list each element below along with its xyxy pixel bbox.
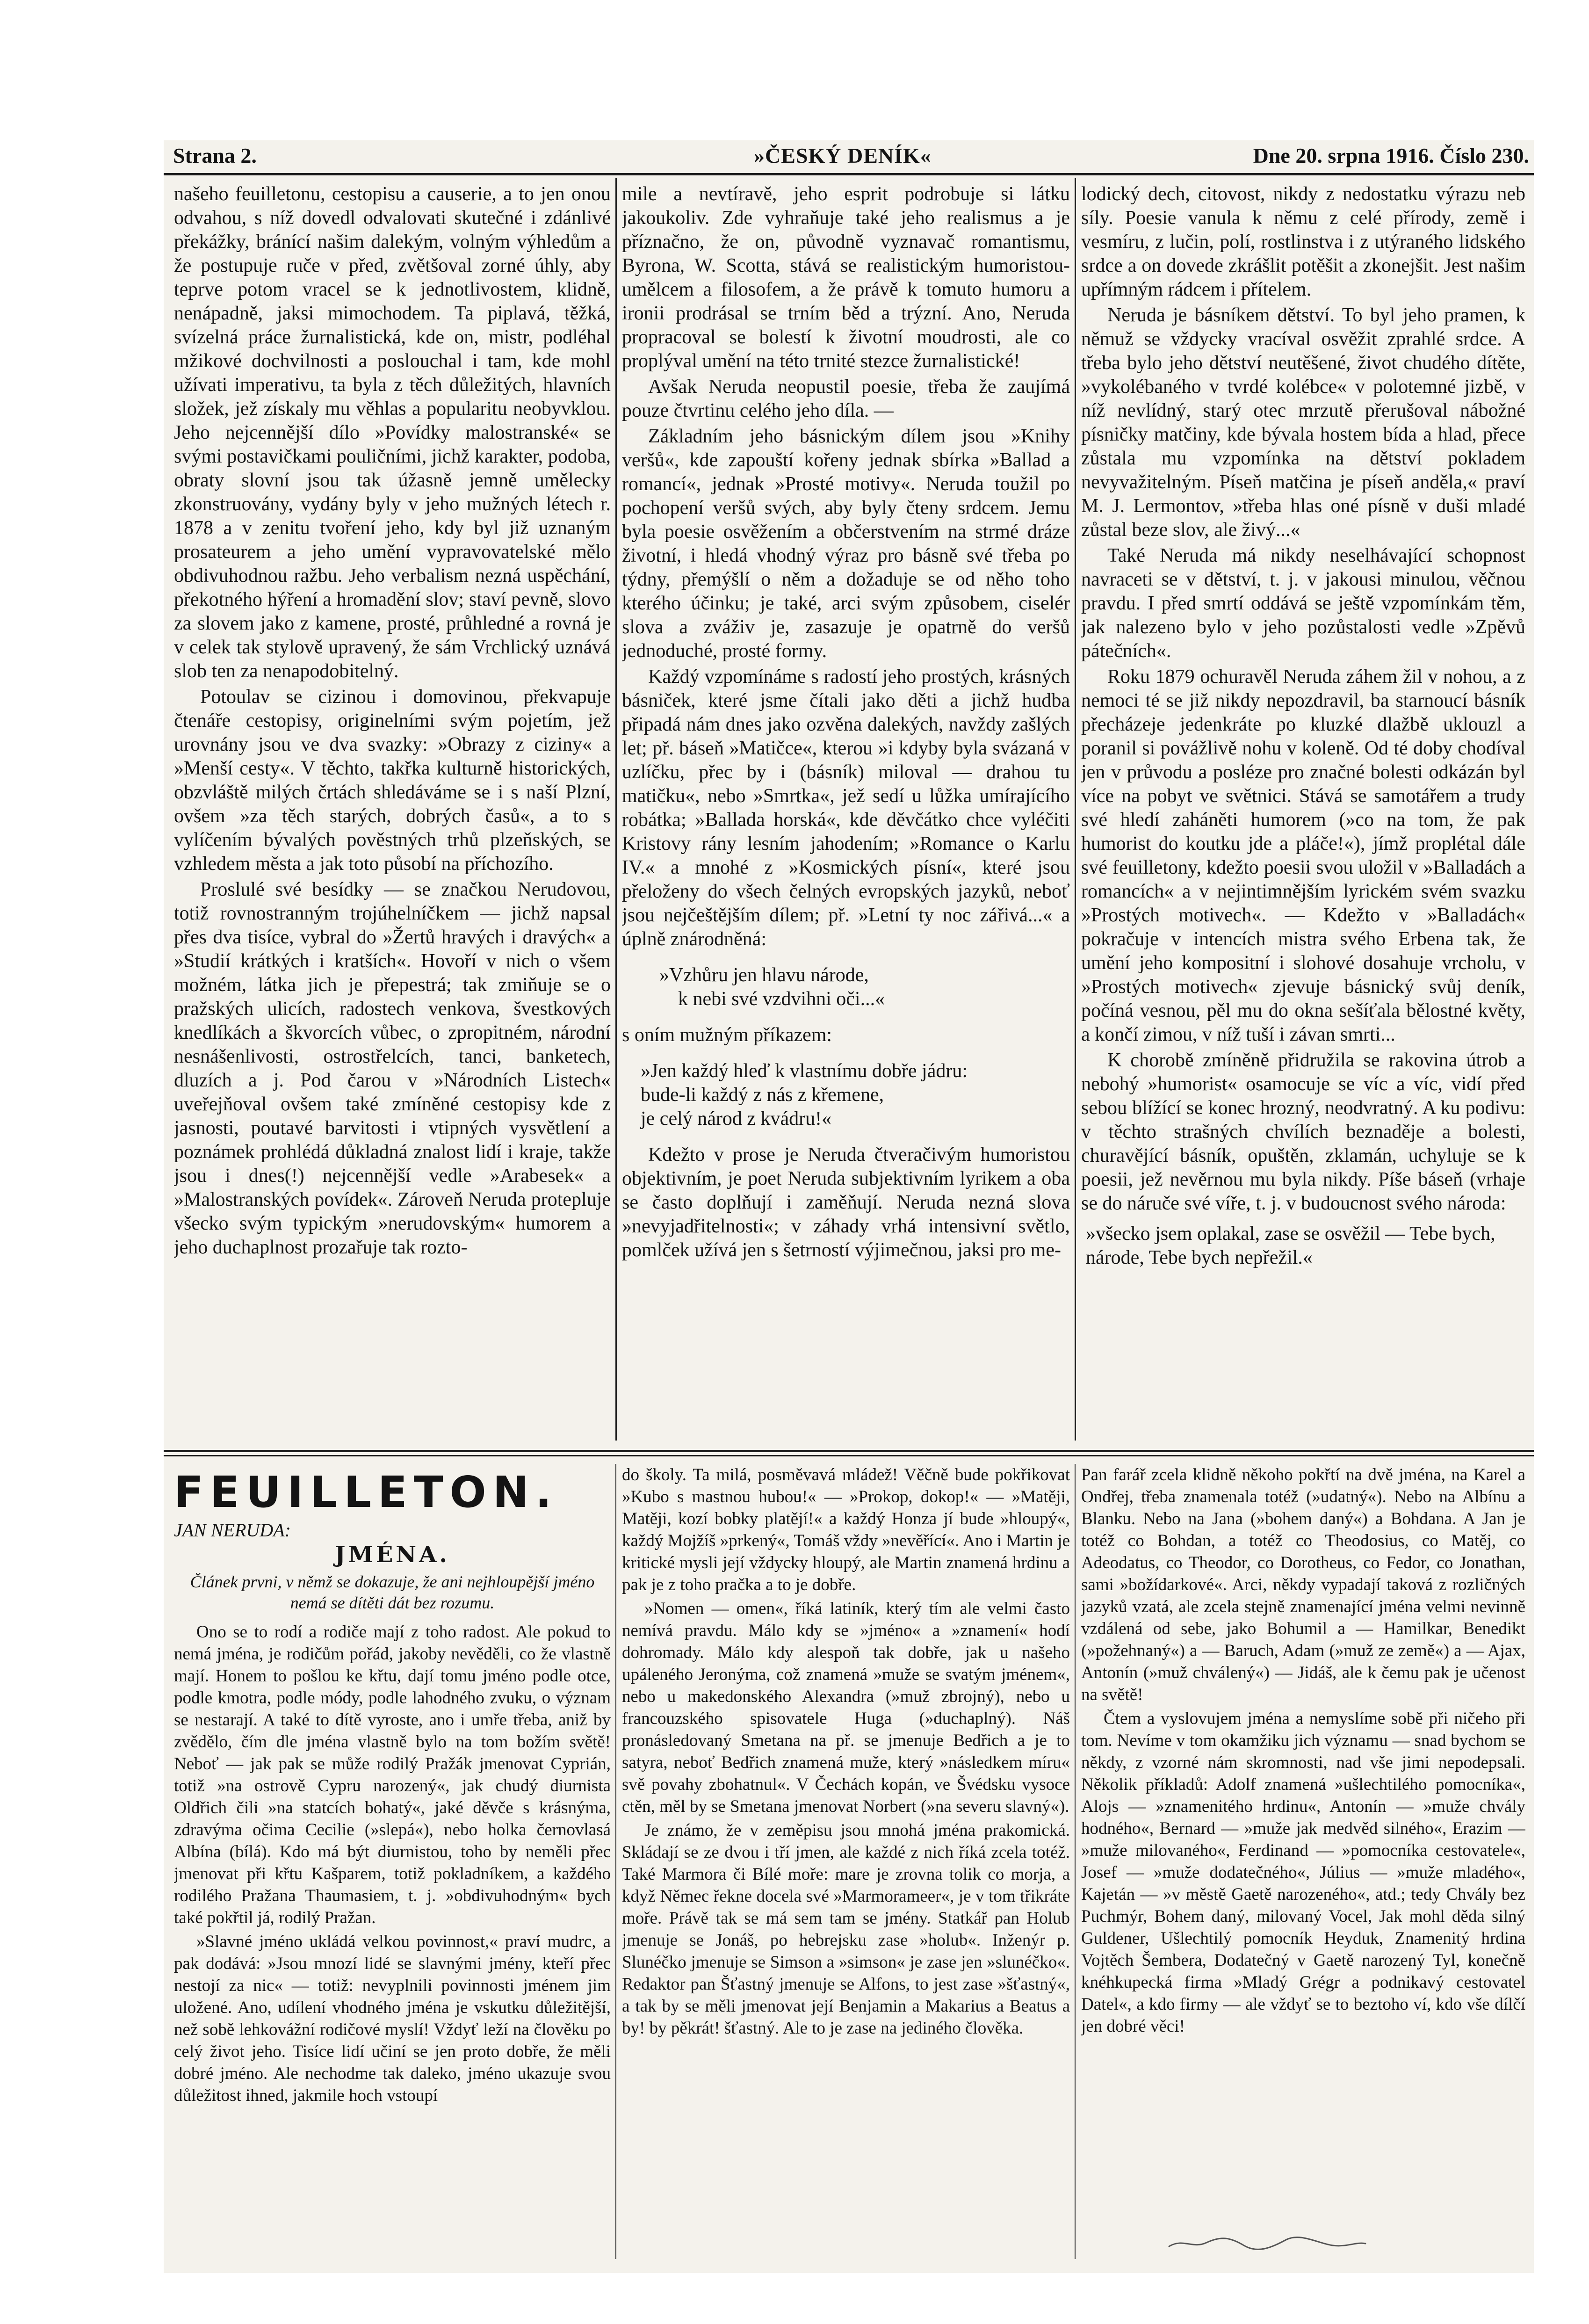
paragraph: Čtem a vyslovujem jména a nemyslíme sobě při ničeho při tom. Nevíme v tom okamžiku jich významu — snad bychom se někdy, z vzorné nám skromnosti, nad vše jimi nepodepsali. Několik příkladů: Adolf znamená »ušlechtilého pomocníka«, Alojs — »znamenitého hrdinu«, Antonín — »muže chvály hodného«, Bernard — »muže jak medvěd silného«, Erazim — »muže milovaného«, Ferdinand — »pomocníka cestovatele«, Josef — »muže dodatečného«, Július — »muže mladého«, Kajetán — »v městě Gaetě narozeného«, atd.; tedy Chvály bez Puchmýr, Bohem daný, milovaný Vocel, Jak mohl děda silný Guldener, Ušlechtilý pomocník Heyduk, Znamenitý hrdina Vojtěch Šembera, Dodatečný v Gaetě narozený Tyl, konečně knéhkupecká firma »Mladý Grégr a podnikavý cestovatel Datel«, a kdo firmy — ale vždyť se to beztoho ví, kdo vše dílčí jen dobré věci! bbox=[1081, 1709, 1525, 2036]
paragraph: do školy. Ta milá, posměvavá mládež! Věčně bude pokřikovat »Kubo s mastnou hubou!« — »Prokop, dokop!« — »Matěji, Matěji, kozí bobky platějí!« a každý Honza jí bude »hloupý«, každý Mojžíš »prkený«, Tomáš vždy »nevěřící«. Ano i Martin je kritické mysli její vždycky hloupý, ale Martin znamená hrdinu a pak je z toho pračka a to je dobře. bbox=[622, 1465, 1070, 1594]
paragraph: Neruda je básníkem dětství. To byl jeho pramen, k němuž se vždycky vracíval osvěžit zprahlé srdce. A třeba bylo jeho dětství neutěšené, život chudého dítěte, »vykolébaného v tvrdé kolébce« v polotemné jizbě, v níž nevlídný, starý otec mrzutě přerušoval nábožné písničky matčiny, kde bývala hostem bída a hlad, přece zůstala mu vzpomínka na dětství pokladem nevyvažitelným. Píseň matčina je píseň anděla,« praví M. J. Lermontov, »třeba hlas oné písně v duši mladé zůstal beze slov, ale živý...« bbox=[1081, 304, 1525, 541]
paragraph: Kdežto v prose je Neruda čtveračivým humoristou objektivním, je poet Neruda subjektivním lyrikem a oba se často doplňují i zaměňují. Neruda nezná slova »nevyjadřitelnosti«; v záhady vrhá intensivní světlo, pomlček užívá jen s šetrností výjimečnou, jaksi pro me- bbox=[622, 1144, 1070, 1261]
verse-line: k nebi své vzdvihni oči...« bbox=[678, 988, 885, 1010]
verse-line: je celý národ z kvádru!« bbox=[641, 1108, 832, 1129]
feuilleton-separator bbox=[164, 1450, 1534, 1456]
paragraph: Základním jeho básnickým dílem jsou »Knihy veršů«, kde zapouští kořeny jednak sbírka »Ballad a romancí«, jednak »Prosté motivy«. Neruda toužil po pochopení veršů svých, aby byly čteny srdcem. Jemu byla poesie osvěžením a občerstvením na strmé dráze životní, i hledá vhodný výraz pro básně své třeba po týdny, přemýšlí o něm a dožaduje se od něho toho kterého účinku; je také, arci svým způsobem, ciselér slova a zváživ je, zasazuje je opatrně do veršů jednoduché, prosté formy. bbox=[622, 426, 1070, 662]
column-rule bbox=[1075, 1464, 1076, 2259]
paragraph: Každý vzpomínáme s radostí jeho prostých, krásných básniček, které jsme čítali jako děti a jichž hudba připadá nám dnes jako ozvěna dalekých, navždy zašlých let; př. báseň »Matičce«, kterou »i kdyby byla svázaná v uzlíčku, přec by i (básník) miloval — drahou tu matičku«, nebo »Smrtka«, jež sedí u lůžka umírajícího robátka; »Ballada horská«, kde děvčátko chce vyléčiti Kristovy rány lesním jahodením; »Romance o Karlu IV.« a mnohé z »Kosmických písní«, které jsou přeloženy do všech čelných evropských jazyků, neboť jsou nejčeštějším dílem; př. »Letní ty noc zářivá...« a úplně znárodněná: bbox=[622, 666, 1070, 950]
paragraph: Také Neruda má nikdy neselhávající schopnost navraceti se v dětství, t. j. v jakousi minulou, věčnou pravdu. I před smrtí oddává se ještě vzpomínkám těm, jak nalezeno bylo v jeho pozůstalosti vedle »Zpěvů pátečních«. bbox=[1081, 545, 1525, 662]
verse-quote bbox=[659, 963, 1070, 1011]
feuilleton-column-2 bbox=[622, 1464, 1070, 2259]
paragraph: K chorobě zmíněně přidružila se rakovina útrob a nebohý »humorist« osamocuje se víc a víc, vidí před sebou blížící se konec hrozný, neodvratný. A ku podivu: v těchto strašných chvílích beznaděje a bolesti, churavějící básník, opuštěn, zklamán, uchyluje se k poesii, jež nevěrnou mu byla nikdy. Píše báseň (vrhaje se do náruče své víře, t. j. v budoucnost svého národa: bbox=[1081, 1050, 1525, 1214]
verse-line: »Jen každý hleď k vlastnímu dobře jádru: bbox=[641, 1060, 968, 1082]
column-rule bbox=[615, 1464, 616, 2259]
handwritten-signature bbox=[1164, 2233, 1370, 2252]
page-number: Strana 2. bbox=[173, 144, 257, 167]
verse-quote: »všecko jsem oplakal, zase se osvěžil — Tebe bych, národe, Tebe bych nepřežil.« bbox=[1086, 1223, 1495, 1268]
newspaper-title: »ČESKÝ DENÍK« bbox=[754, 144, 932, 167]
article-column-1 bbox=[174, 182, 611, 1441]
paragraph: našeho feuilletonu, cestopisu a causerie, a to jen onou odvahou, s níž dovedl odvalovati skutečné i zdánlivé překážky, bránící našim dalekým, volným výhledům a že postupuje ruče v před, zvětšoval zorné úhly, aby teprve potom vracel se k jednotlivostem, klidně, nenápadně, jaksi mimochodem. Ta piplavá, těžká, svízelná práce žurnalistická, kde on, mistr, podléhal mžikové dochvilnosti a poslouchal i tam, kde mohl užívati imperativu, ta byla z těch důležitých, hlavních složek, jež získaly mu věhlas a popularitu neobyvklou. Jeho nejcennější dílo »Povídky malostranské« se svými postavičkami pouličními, jichž karakter, podoba, obraty slovní jsou tak úžasně jemně umělecky zkonstruovány, vydány byly v jeho mužných létech r. 1878 a v zenitu tvoření jeho, kdy byl již uznaným prosateurem a jeho umění vypravovatelské mělo obdivuhodnou ražbu. Jeho verbalism nezná uspěchání, překotného hýření a hromadění slov; staví pevně, slovo za slovem jako z kamene, prosté, průhledné a rovná je v celek tak stylově upravený, že sám Vrchlický uznává slob ten za nenapodobitelný. bbox=[174, 183, 611, 682]
feuilleton-title: JMÉNA. bbox=[334, 1542, 450, 1568]
paragraph: Potoulav se cizinou i domovinou, překvapuje čtenáře cestopisy, originelními svým pojetím, jež urovnány jsou ve dva svazky: »Obrazy z ciziny« a »Menší cesty«. V těchto, takřka kulturně historických, obzvláště milých črtách shledáváme se i s naší Plzní, ovšem »za těch starých, dobrých časů«, a to s vylíčením bývalých pověstných trhů plzeňských, se vzhledem města a jak toto působí na příchozího. bbox=[174, 686, 611, 875]
paragraph: »Slavné jméno ukládá velkou povinnost,« praví mudrc, a pak dodává: »Jsou mnozí lidé se slavnými jmény, kteří přec nestojí za nic« — totiž: nevyplnili povinnosti jménem jim uložené. Ano, udílení vhodného jména je vskutku důležitější, než sobě lehkovážní rodičové myslí! Vždyť leží na člověku po celý život jeho. Tisíce lidí učiní se jen proto dobře, že měli dobré jméno. Ale nechodme tak daleko, jméno ukazuje svou důležitost ihned, jakmile hoch vstoupí bbox=[174, 1932, 611, 2105]
paragraph: Avšak Neruda neopustil poesie, třeba že zaujímá pouze čtvrtinu celého jeho díla. — bbox=[622, 376, 1070, 421]
paragraph: s oním mužným příkazem: bbox=[622, 1024, 832, 1046]
column-rule bbox=[615, 178, 617, 1441]
issue-date: Dne 20. srpna 1916. Číslo 230. bbox=[1253, 144, 1529, 167]
newspaper-page bbox=[164, 140, 1534, 2273]
feuilleton-column-3 bbox=[1081, 1464, 1525, 2259]
paragraph: Roku 1879 ochuravěl Neruda záhem žil v nohou, a z nemoci té se již nikdy nepozdravil, ba starnoucí básník přecházeje jedenkráte po kluzké dlažbě uklouzl a poranil si povážlivě nohu v koleně. Od té doby chodíval jen v průvodu a posléze pro značné bolesti odkázán byl více na pobyt ve světnici. Stává se samotářem a trudy své hledí zaháněti humorem (»co na tom, že pak humorist do koutku jde a pláče!«), jímž proplétal dále své feuilletony, kdežto poesii svou uložil v »Balladách a romancích« a v nejintimnějším lyrickém svém svazku »Prostých motivech«. — Kdežto v »Balladách« pokračuje v intencích mistra svého Erbena tak, že umění jeho kompositní i slohové dosahuje vrcholu, v »Prostých motivech« zjevuje básnický svůj deník, počíná vesnou, pěl mu do okna sešíťala bělostné květy, a končí zimou, v níž tuší i závan smrti... bbox=[1081, 666, 1525, 1045]
paragraph: Ono se to rodí a rodiče mají z toho radost. Ale pokud to nemá jména, je rodičům pořád, jakoby nevěděli, co že vlastně mají. Honem to pošlou ke křtu, dají tomu jméno podle otce, podle kmotra, podle módy, podle lahodného zvuku, o význam se nestarají. A také to dítě vyroste, ano i umře třeba, aniž by zvědělo, čím dle jména vlastně bylo na tom božím světě! Neboť — jak pak se může rodilý Pražák jmenovat Cyprián, totiž »na ostrově Cypru narozený«, jak chudý diurnista Oldřich čili »na statcích bohatý«, jaké děvče s krásnýma, zdravýma očima Cecilie (»slepá«), nebo holka černovlasá Albína (bílá). Kdo má být diurnistou, toho by neměli přec jmenovat při křtu Kašparem, totiž pokladníkem, a každého rodilého Pražana Thaumasiem, t. j. »obdivuhodným« bych také pokřtil já, rodilý Pražan. bbox=[174, 1622, 611, 1927]
page-header bbox=[164, 140, 1534, 175]
column-rule bbox=[1075, 178, 1076, 1441]
feuilleton-heading: FEUILLETON. bbox=[174, 1467, 558, 1517]
feuilleton-author: JAN NERUDA: bbox=[174, 1520, 291, 1541]
verse-quote bbox=[641, 1059, 1070, 1131]
verse-line: bude-li každý z nás z křemene, bbox=[641, 1084, 884, 1106]
paragraph: Pan farář zcela klidně někoho pokřtí na dvě jména, na Karel a Ondřej, třeba znamenala totéž (»udatný«). Nebo na Albínu a Blanku. Nebo na Jana (»bohem daný«) a Bohdana. A Jan je totéž co Bohdan, a totéž co Theodosius, co Matěj, co Adeodatus, co Theodor, co Dorotheus, co Fedor, co Jonathan, sami »božídarkové«. Arci, někdy vypadají taková z rozličných jazyků vzatá, ale zcela stejně znamenající jména velmi nevinně vzdálená od sebe, jako Bohumil a — Hamilkar, Benedikt (»požehnaný«) a — Baruch, Adam (»muž ze země«) a — Ajax, Antonín (»muž chválený«) — Jidáš, ale k čemu pak je učenost na světě! bbox=[1081, 1465, 1525, 1704]
feuilleton-subtitle: Článek prvni, v němž se dokazuje, že ani nejhloupější jméno nemá se dítěti dát bez rozumu. bbox=[190, 1572, 595, 1612]
paragraph: »Nomen — omen«, říká latiník, který tím ale velmi často nemívá pravdu. Málo kdy se »jméno« a »znamení« hodí dohromady. Málo kdy alespoň tak dobře, jak u našeho upáleného Jeronýma, což znamená »muže se svatým jménem«, nebo u makedonského Alexandra (»muž zbrojný), nebo u francouzského spisovatele Huga (»duchaplný). Náš pronásledovaný Smetana na př. se jmenuje Bedřich a je to satyra, neboť Bedřich znamená muže, který »následkem míru« svě povahy zbohatnul«. V Čechách kopán, ve Švédsku vysoce ctěn, měl by se Smetana jmenovat Norbert (»na severu slavný«). bbox=[622, 1599, 1070, 1816]
article-column-2 bbox=[622, 182, 1070, 1441]
feuilleton-column-1 bbox=[174, 1464, 611, 2259]
paragraph: Je známo, že v zeměpisu jsou mnohá jména prakomická. Skládají se ze dvou i tří jmen, ale každé z nich říká zcela totéž. Také Marmora či Bílé moře: mare je zrovna tolik co morja, a když Němec řekne docela své »Marmorameer«, je v tom třikráte moře. Právě tak se má sem tam se jmény. Statkář pan Holub jmenuje se Jonáš, po hebrejsku zase »holub«. Inženýr p. Slunéčko jmenuje se Simson a »simson« je zase jen »slunéčko«. Redaktor pan Šťastný jmenuje se Alfons, to jest zase »šťastný«, a tak by se měli jmenovat její Benjamin a Makarius a Beatus a by! by pěkrát! šťastný. Ale to je zase na jediného člověka. bbox=[622, 1821, 1070, 2038]
paragraph: mile a nevtíravě, jeho esprit podrobuje si látku jakoukoliv. Zde vyhraňuje také jeho realismus a je příznačno, že on, původně vyznavač romantismu, Byrona, W. Scotta, stává se realistickým humoristou-umělcem a filosofem, a že právě k tomuto humoru a ironii prodrásal se trním běd a trýzní. Ano, Neruda propracoval se bolestí k životní moudrosti, ale co proplýval umění na této trnité stezce žurnalistické! bbox=[622, 183, 1070, 372]
paragraph: lodický dech, citovost, nikdy z nedostatku výrazu neb síly. Poesie vanula k němu z celé přírody, země i vesmíru, z lučin, polí, rostlinstva i z utýraného lidského srdce a on dovede zkrášlit potěšit a zkonejšit. Jest našim upřímným rádcem i přítelem. bbox=[1081, 183, 1525, 300]
paragraph: Proslulé své besídky — se značkou Nerudovou, totiž rovnostranným trojúhelníčkem — jichž napsal přes dva tisíce, vybral do »Žertů hravých i dravých« a »Studií krátkých i kratších«. Hovoří v nich o všem možném, látka jich je přepestrá; tak zmiňuje se o pražských ulicích, radostech venkova, švestkových knedlíkách a škvorcích vůbec, o zpropitném, národní nesnášenlivosti, ostrostřelcích, tanci, banketech, dluzích a j. Pod čarou v »Národních Listech« uveřejňoval ovšem také zmíněné cestopisy kde z jasnosti, poutavé barvitosti i vtipných vysvětlení a poznámek prohlédá důkladná znalost lidí i kraje, takže jsou i dnes(!) nejcennější vedle »Arabesek« a »Malostranských povídek«. Zároveň Neruda protepluje všecko svým typickým »nerudovským« humorem a jeho duchaplnost prozařuje tak rozto- bbox=[174, 879, 611, 1258]
verse-line: »Vzhůru jen hlavu národe, bbox=[659, 964, 869, 986]
article-column-3 bbox=[1081, 182, 1525, 1441]
